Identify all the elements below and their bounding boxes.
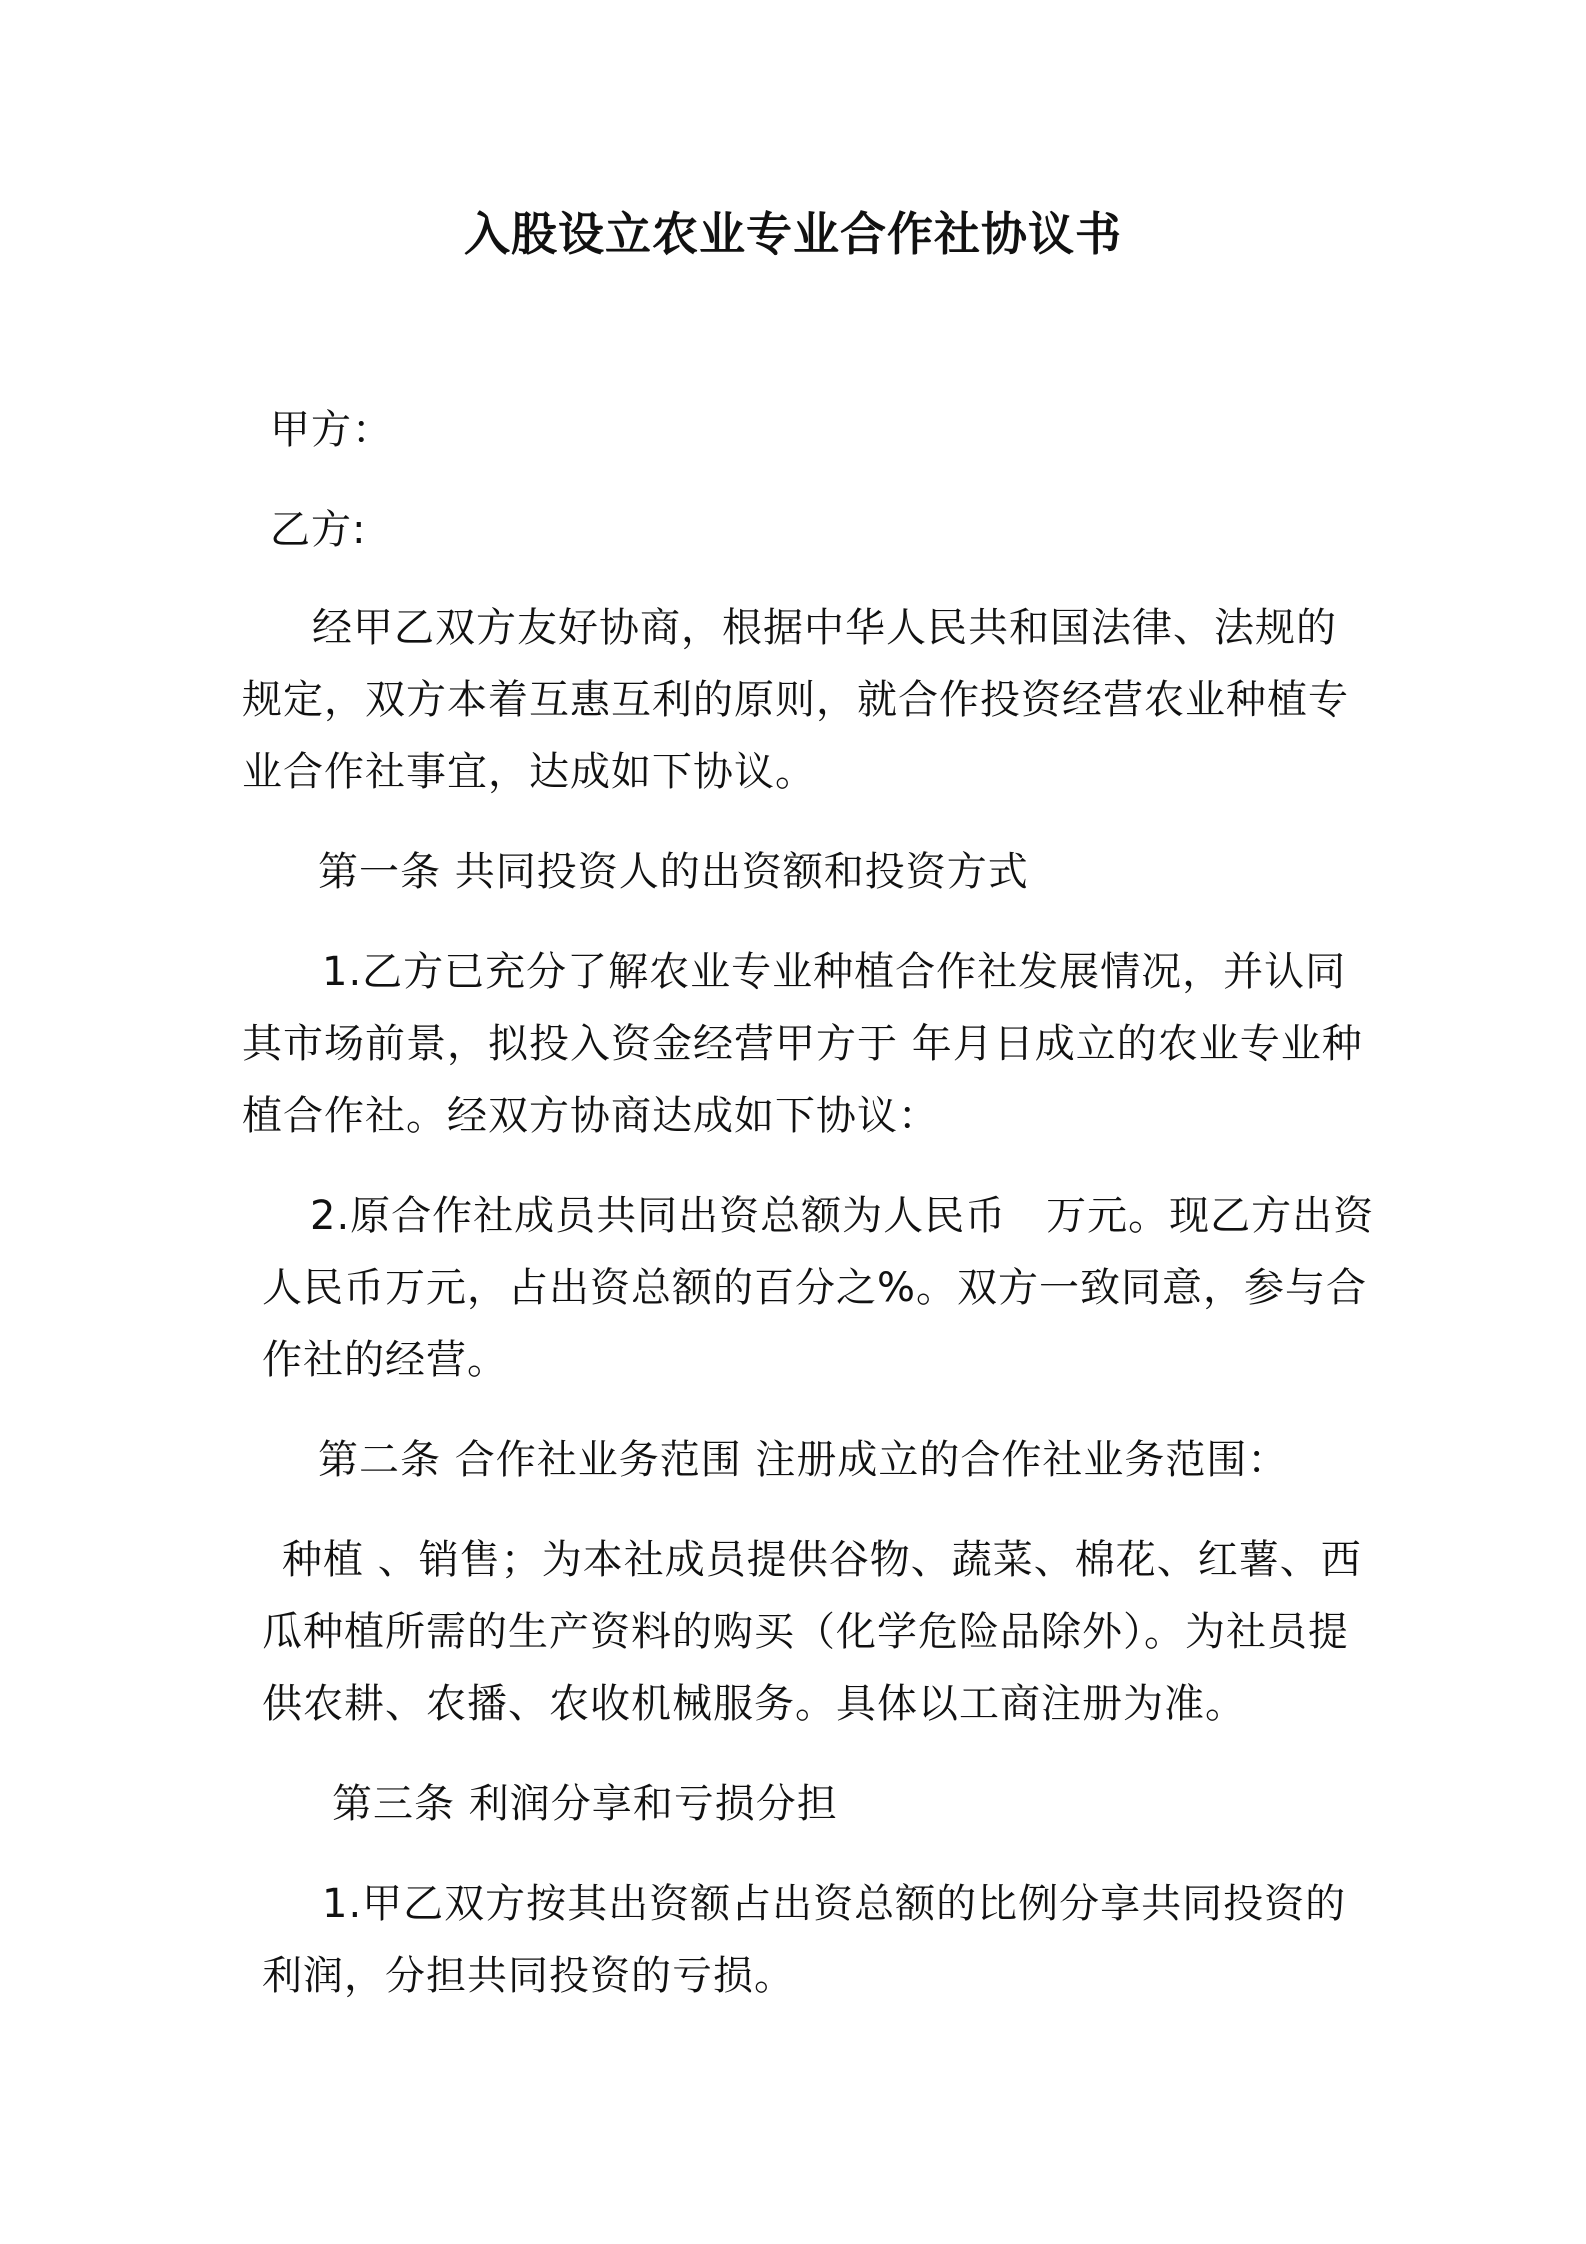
intro-line-2: 规定，双方本着互惠互利的原则，就合作投资经营农业种植专 <box>242 677 1349 723</box>
article-2-body-line-3: 供农耕、农播、农收机械服务。具体以工商注册为准。 <box>262 1681 1246 1727</box>
article-1-clause-2-line-2: 人民币万元，占出资总额的百分之%。双方一致同意，参与合 <box>262 1265 1368 1311</box>
article-1-clause-1-line-2: 其市场前景，拟投入资金经营甲方于 年月日成立的农业专业种 <box>242 1021 1363 1067</box>
article-1-clause-1-line-1: 1.乙方已充分了解农业专业种植合作社发展情况，并认同 <box>322 949 1347 995</box>
article-2-heading: 第二条 合作社业务范围 注册成立的合作社业务范围： <box>318 1437 1289 1483</box>
article-1-heading: 第一条 共同投资人的出资额和投资方式 <box>318 849 1029 895</box>
intro-line-1: 经甲乙双方友好协商，根据中华人民共和国法律、法规的 <box>312 605 1337 651</box>
document-title: 入股设立农业专业合作社协议书 <box>464 207 1122 261</box>
party-b-label: 乙方: <box>270 507 367 553</box>
article-2-body-line-1: 种植 、销售；为本社成员提供谷物、蔬菜、棉花、红薯、西 <box>282 1537 1362 1583</box>
article-1-clause-2-line-3: 作社的经营。 <box>262 1337 508 1383</box>
article-1-clause-1-line-3: 植合作社。经双方协商达成如下协议： <box>242 1093 939 1139</box>
article-2-body-line-2: 瓜种植所需的生产资料的购买（化学危险品除外）。为社员提 <box>262 1609 1349 1655</box>
article-3-clause-1-line-2: 利润，分担共同投资的亏损。 <box>262 1953 795 1999</box>
article-3-heading: 第三条 利润分享和亏损分担 <box>332 1781 838 1827</box>
article-1-clause-2-line-1 <box>310 1190 1374 1242</box>
clause-2-part-b: 万元。现乙方出资 <box>1046 1193 1375 1239</box>
intro-line-3: 业合作社事宜，达成如下协议。 <box>242 749 816 795</box>
article-3-clause-1-line-1: 1.甲乙双方按其出资额占出资总额的比例分享共同投资的 <box>322 1881 1347 1927</box>
clause-2-part-a: 2.原合作社成员共同出资总额为人民币 <box>310 1193 1007 1239</box>
party-a-label: 甲方： <box>270 407 393 453</box>
